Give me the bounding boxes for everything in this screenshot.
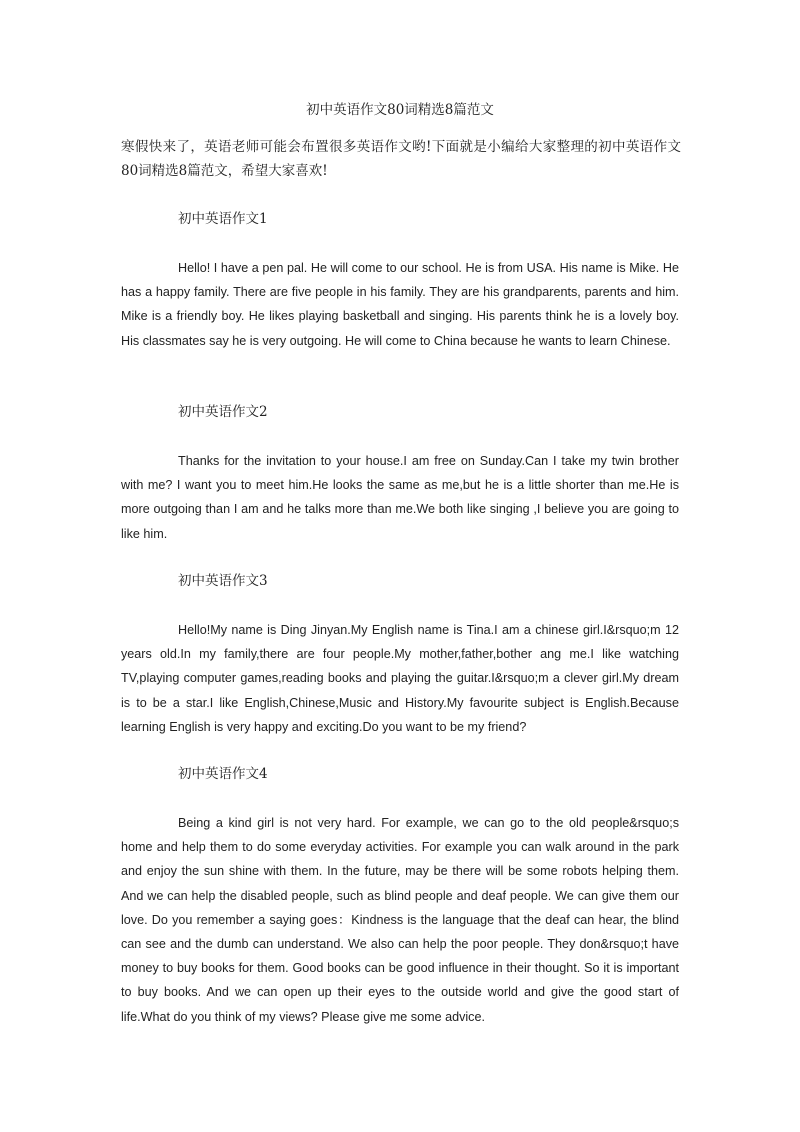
section-heading-3: 初中英语作文3 (178, 573, 268, 589)
intro-paragraph: 寒假快来了，英语老师可能会布置很多英语作文哟!下面就是小编给大家整理的初中英语作文80词精选8篇范文，希望大家喜欢! (121, 139, 681, 179)
document-title: 初中英语作文80词精选8篇范文 (306, 102, 494, 118)
section-heading-1: 初中英语作文1 (178, 211, 268, 227)
essay-paragraph-4: Being a kind girl is not very hard. For example, we can go to the old people&rsquo;s home and help them to do some everyday activities. For example you can walk around in the park and enjoy the sun shine with them. In the future, may be there will be some robots helping them. And we can help the disabled people, such as blind people and deaf people. We can give them our love. Do you remember a saying goes：Kindness is the language that the deaf can hear, the blind can see and the dumb can understand. We also can help the poor people. They don&rsquo;t have money to buy books for them. Good books can be good influence in their thought. So it is important to buy books. And we can open up their eyes to the outside world and give the good start of life.What do you think of my views? Please give me some advice. (121, 816, 679, 1024)
section-heading-2: 初中英语作文2 (178, 404, 268, 420)
essay-paragraph-3: Hello!My name is Ding Jinyan.My English name is Tina.I am a chinese girl.I&rsquo;m 12 years old.In my family,there are four people.My mother,father,bother ang me.I like watching TV,playing computer games,reading books and playing the guitar.I&rsquo;m a clever girl.My dream is to be a star.I like English,Chinese,Music and History.My favourite subject is English.Because learning English is very happy and exciting.Do you want to be my friend? (121, 623, 679, 734)
essay-paragraph-2: Thanks for the invitation to your house.I am free on Sunday.Can I take my twin brother with me? I want you to meet him.He looks the same as me,but he is a little shorter than me.He is more outgoing than I am and he talks more than me.We both like singing ,I believe you are going to like him. (121, 454, 679, 541)
essay-paragraph-1: Hello! I have a pen pal. He will come to our school. He is from USA. His name is Mike. He has a happy family. There are five people in his family. They are his grandparents, parents and him. Mike is a friendly boy. He likes playing basketball and singing. His parents think he is a lovely boy. His classmates say he is very outgoing. He will come to China because he wants to learn Chinese. (121, 261, 679, 348)
section-heading-4: 初中英语作文4 (178, 766, 268, 782)
